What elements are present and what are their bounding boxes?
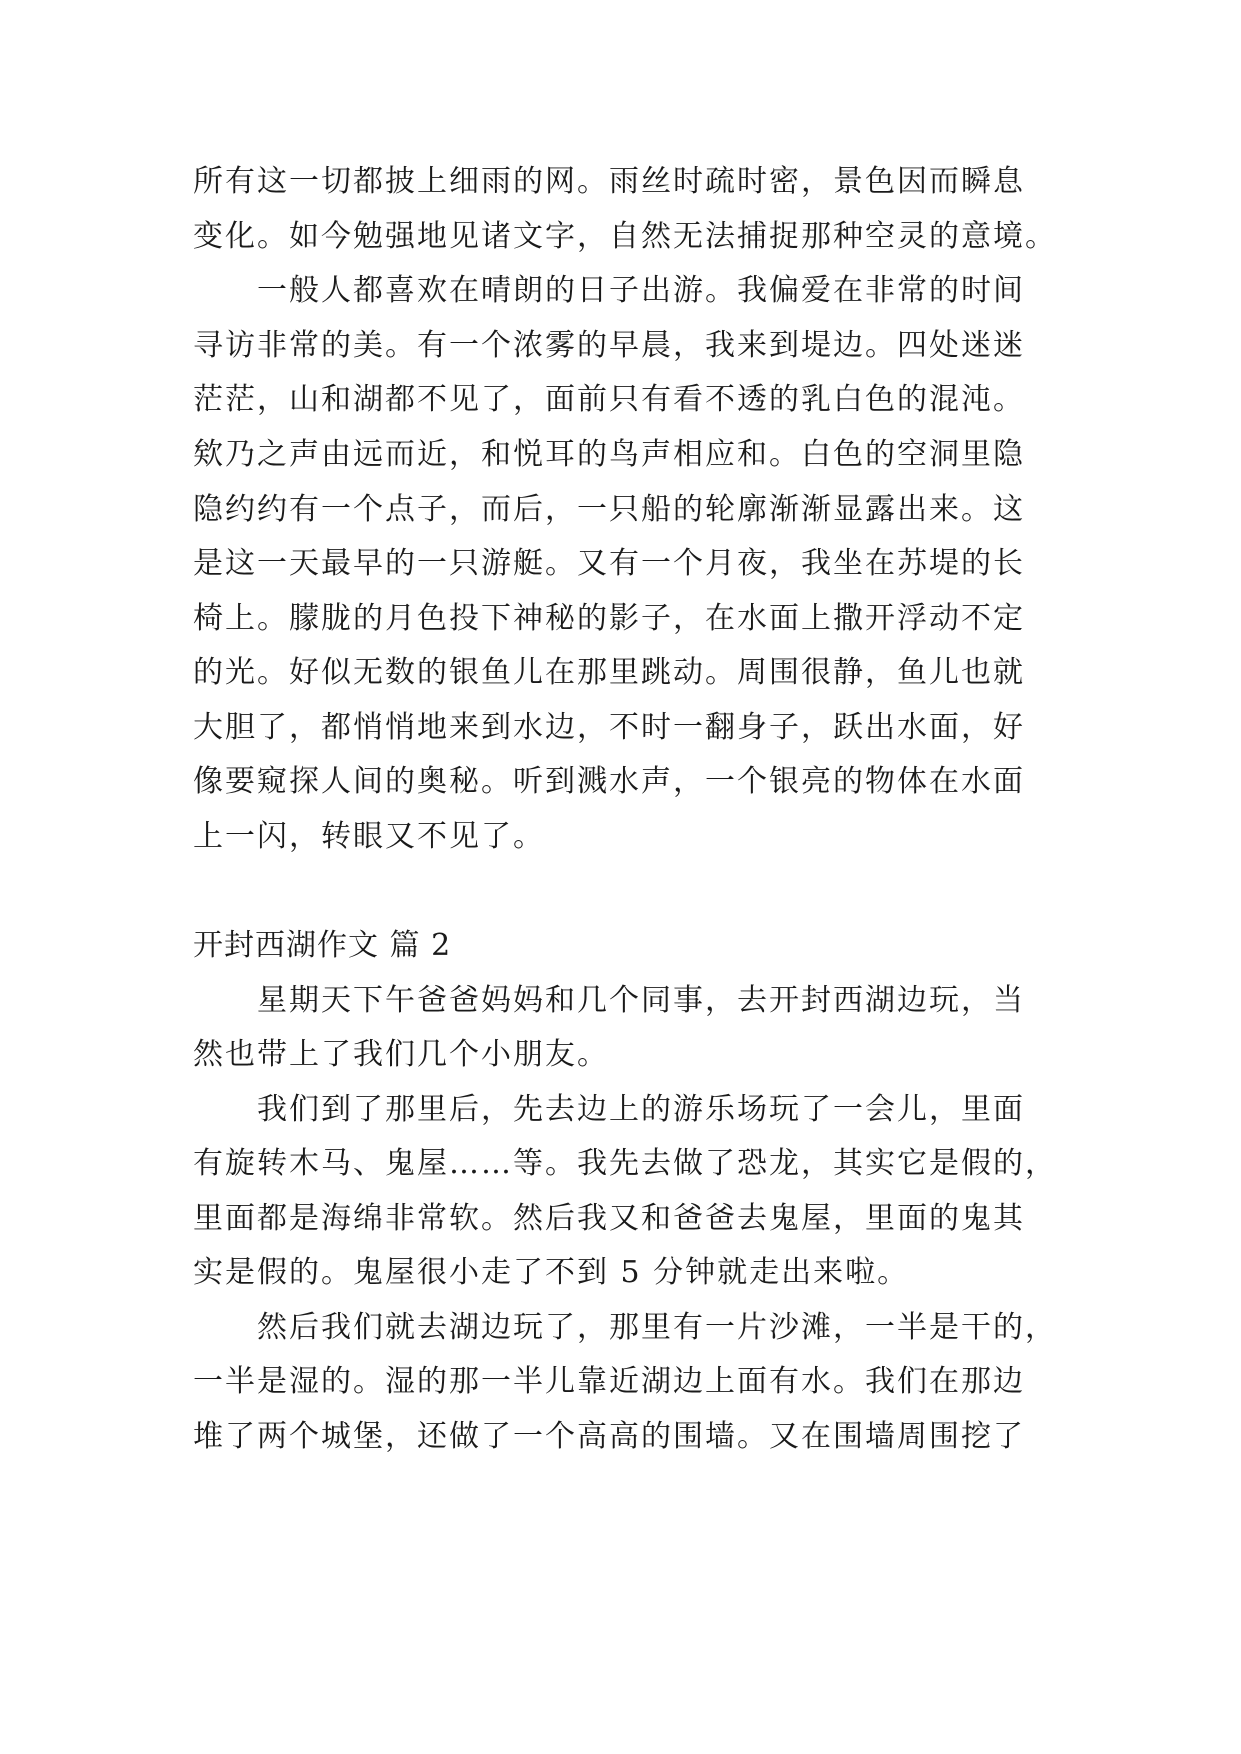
paragraph-line: 上一闪，转眼又不见了。 [193, 819, 545, 854]
paragraph-line: 大胆了，都悄悄地来到水边，不时一翻身子，跃出水面，好 [193, 710, 1025, 745]
paragraph-line: 的光。好似无数的银鱼儿在那里跳动。周围很静，鱼儿也就 [193, 655, 1025, 690]
paragraph-line: 像要窥探人间的奥秘。听到溅水声，一个银亮的物体在水面 [193, 764, 1025, 799]
paragraph-line: 寻访非常的美。有一个浓雾的早晨，我来到堤边。四处迷迷 [193, 328, 1025, 363]
paragraph-line: 堆了两个城堡，还做了一个高高的围墙。又在围墙周围挖了 [193, 1419, 1025, 1454]
paragraph-line: 是这一天最早的一只游艇。又有一个月夜，我坐在苏堤的长 [193, 546, 1025, 581]
paragraph-line: 星期天下午爸爸妈妈和几个同事，去开封西湖边玩，当 [257, 983, 1025, 1018]
paragraph-line: 里面都是海绵非常软。然后我又和爸爸去鬼屋，里面的鬼其 [193, 1201, 1025, 1236]
paragraph-line: 变化。如今勉强地见诸文字，自然无法捕捉那种空灵的意境。 [193, 219, 1057, 254]
paragraph-line: 然也带上了我们几个小朋友。 [193, 1037, 609, 1072]
paragraph-line: 实是假的。鬼屋很小走了不到 5 分钟就走出来啦。 [193, 1255, 910, 1290]
paragraph-line: 有旋转木马、鬼屋……等。我先去做了恐龙，其实它是假的， [193, 1146, 1057, 1181]
paragraph-line: 我们到了那里后，先去边上的游乐场玩了一会儿，里面 [257, 1092, 1025, 1127]
paragraph-line: 一半是湿的。湿的那一半儿靠近湖边上面有水。我们在那边 [193, 1364, 1025, 1399]
paragraph-line: 茫茫，山和湖都不见了，面前只有看不透的乳白色的混沌。 [193, 382, 1025, 417]
paragraph-line: 一般人都喜欢在晴朗的日子出游。我偏爱在非常的时间 [257, 273, 1025, 308]
paragraph-line: 椅上。朦胧的月色投下神秘的影子，在水面上撒开浮动不定 [193, 601, 1025, 636]
paragraph-line: 欸乃之声由远而近，和悦耳的鸟声相应和。白色的空洞里隐 [193, 437, 1025, 472]
paragraph-line: 然后我们就去湖边玩了，那里有一片沙滩，一半是干的， [257, 1310, 1057, 1345]
paragraph-line: 所有这一切都披上细雨的网。雨丝时疏时密，景色因而瞬息 [193, 164, 1025, 199]
paragraph-line: 隐约约有一个点子，而后，一只船的轮廓渐渐显露出来。这 [193, 492, 1025, 527]
section-heading: 开封西湖作文 篇 2 [193, 928, 452, 963]
